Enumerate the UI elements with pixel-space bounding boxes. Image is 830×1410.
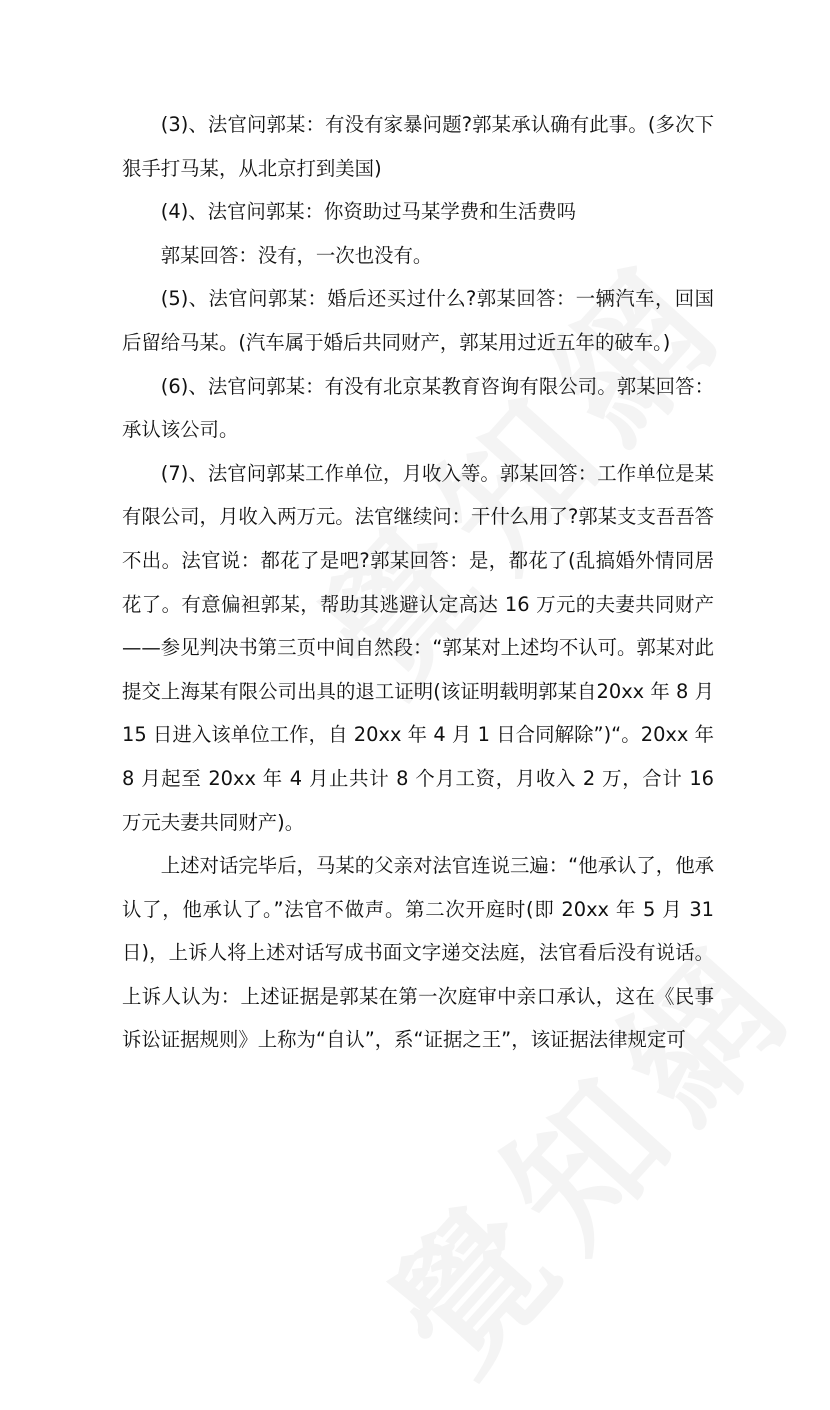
- text-line: 吾答不出。法官说：都花了是吧?郭某回答：是，都花了(乱搞婚外情: [122, 505, 715, 572]
- text-line: (6)、法官问郭某：有没有北京某教育咨询有限公司。郭某回答：: [160, 374, 714, 398]
- paragraph: [122, 365, 714, 452]
- document-body: [122, 103, 714, 1062]
- text-line: 承认该公司。: [122, 418, 239, 442]
- text-line: 承认了，他承认了。”法官不做声。第二次开庭时(即 20xx 年 5 月 31: [122, 854, 714, 921]
- paragraph: [122, 234, 714, 278]
- paragraph: [122, 452, 714, 844]
- text-line: 某对此提交上海某有限公司出具的退工证明(该证明载明郭某自: [122, 636, 715, 703]
- text-line: 郭某回答：没有，一次也没有。: [160, 243, 433, 267]
- text-line: (3)、法官问郭某：有没有家暴问题?郭某承认确有此事。(多次下: [160, 113, 714, 136]
- text-line: 狠手打马某，从北京打到美国): [122, 156, 382, 180]
- paragraph: [122, 190, 714, 234]
- text-line: 某有限公司，月收入两万元。法官继续问：干什么用了?郭某支支吾: [122, 461, 714, 529]
- text-line: 财产——参见判决书第三页中间自然段：“郭某对上述均不认可。郭: [122, 592, 714, 660]
- text-line: (7)、法官问郭某工作单位，月收入等。郭某回答：工作单位是: [160, 461, 695, 485]
- text-line: 日)，上诉人将上述对话写成书面文字递交法庭，法官看后没有说话。: [122, 941, 714, 965]
- paragraph: [122, 103, 714, 190]
- text-line: 诉讼证据规则》上称为“自认”，系“证据之王”，该证据法律规定可: [122, 1028, 686, 1052]
- text-line: “。20xx 年 8 月起至 20xx 年 4 月止共计 8 个月工资，月收入 2 万，: [122, 723, 714, 790]
- text-line: 合计 16 万元夫妻共同财产)。: [122, 766, 714, 834]
- paragraph: [122, 844, 714, 1062]
- paragraph: [122, 277, 714, 364]
- text-line: 上述对话完毕后，马某的父亲对法官连说三遍：“他承认了，他: [160, 854, 695, 878]
- text-line: 后留给马某。(汽车属于婚后共同财产，郭某用过近五年的破车。): [122, 330, 671, 354]
- text-line: 同居花了。有意偏袒郭某，帮助其逃避认定高达 16 万元的夫妻共同: [122, 548, 715, 616]
- text-line: (5)、法官问郭某：婚后还买过什么?郭某回答：一辆汽车，回国: [160, 287, 714, 311]
- text-line: 20xx 年 8 月 15 日进入该单位工作，自 20xx 年 4 月 1 日合同解除”): [122, 679, 714, 747]
- text-line: 上诉人认为：上述证据是郭某在第一次庭审中亲口承认，这在《民事: [122, 984, 714, 1008]
- text-line: (4)、法官问郭某：你资助过马某学费和生活费吗: [160, 200, 577, 224]
